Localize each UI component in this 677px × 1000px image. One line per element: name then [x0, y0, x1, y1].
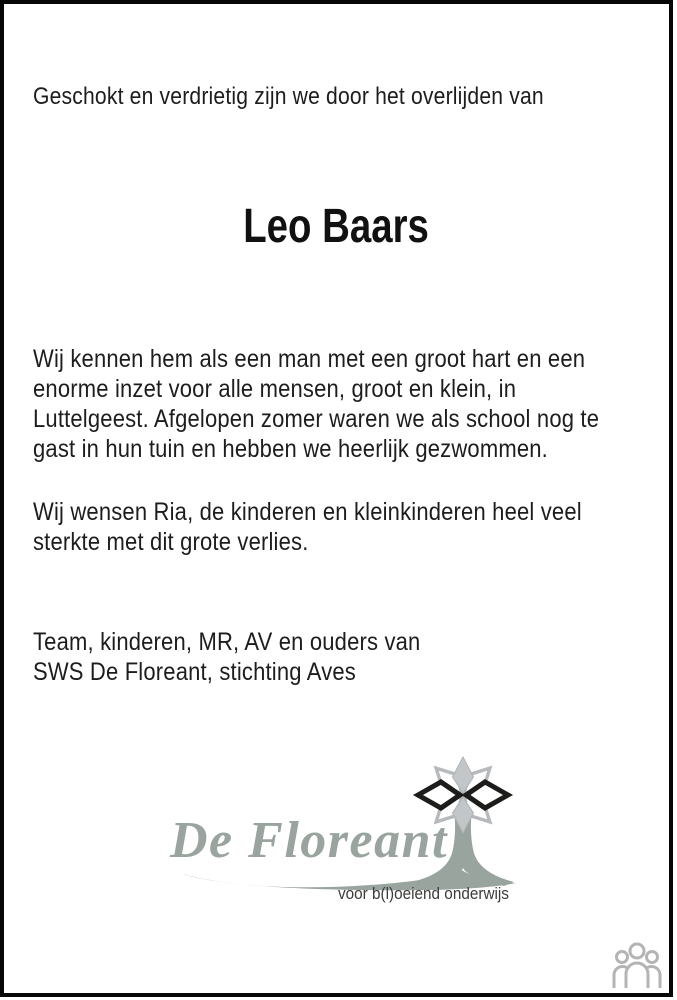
body-paragraph2-line2: sterkte met dit grote verlies. [33, 528, 309, 556]
intro-line: Geschokt en verdrietig zijn we door het overlijden van [33, 83, 544, 110]
body-paragraph1-line4: gast in hun tuin en hebben we heerlijk gezwommen. [33, 435, 548, 463]
body-paragraph1-line1: Wij kennen hem als een man met een groot hart en een [33, 345, 586, 373]
school-logo-tagline: voor b(l)oeiend onderwijs [338, 884, 509, 903]
signature-line1: Team, kinderen, MR, AV en ouders van [33, 628, 421, 656]
people-icon [611, 941, 663, 991]
body-paragraph2-line1: Wij wensen Ria, de kinderen en kleinkinderen heel veel [33, 498, 582, 526]
deceased-name: Leo Baars [243, 200, 430, 253]
body-paragraph1-line3: Luttelgeest. Afgelopen zomer waren we als school nog te [33, 405, 600, 433]
signature-line2: SWS De Floreant, stichting Aves [33, 658, 356, 686]
deceased-name-row [0, 202, 673, 252]
school-logo-name: De Floreant [170, 812, 448, 869]
body-paragraph1-line2: enorme inzet voor alle mensen, groot en klein, in [33, 375, 517, 403]
